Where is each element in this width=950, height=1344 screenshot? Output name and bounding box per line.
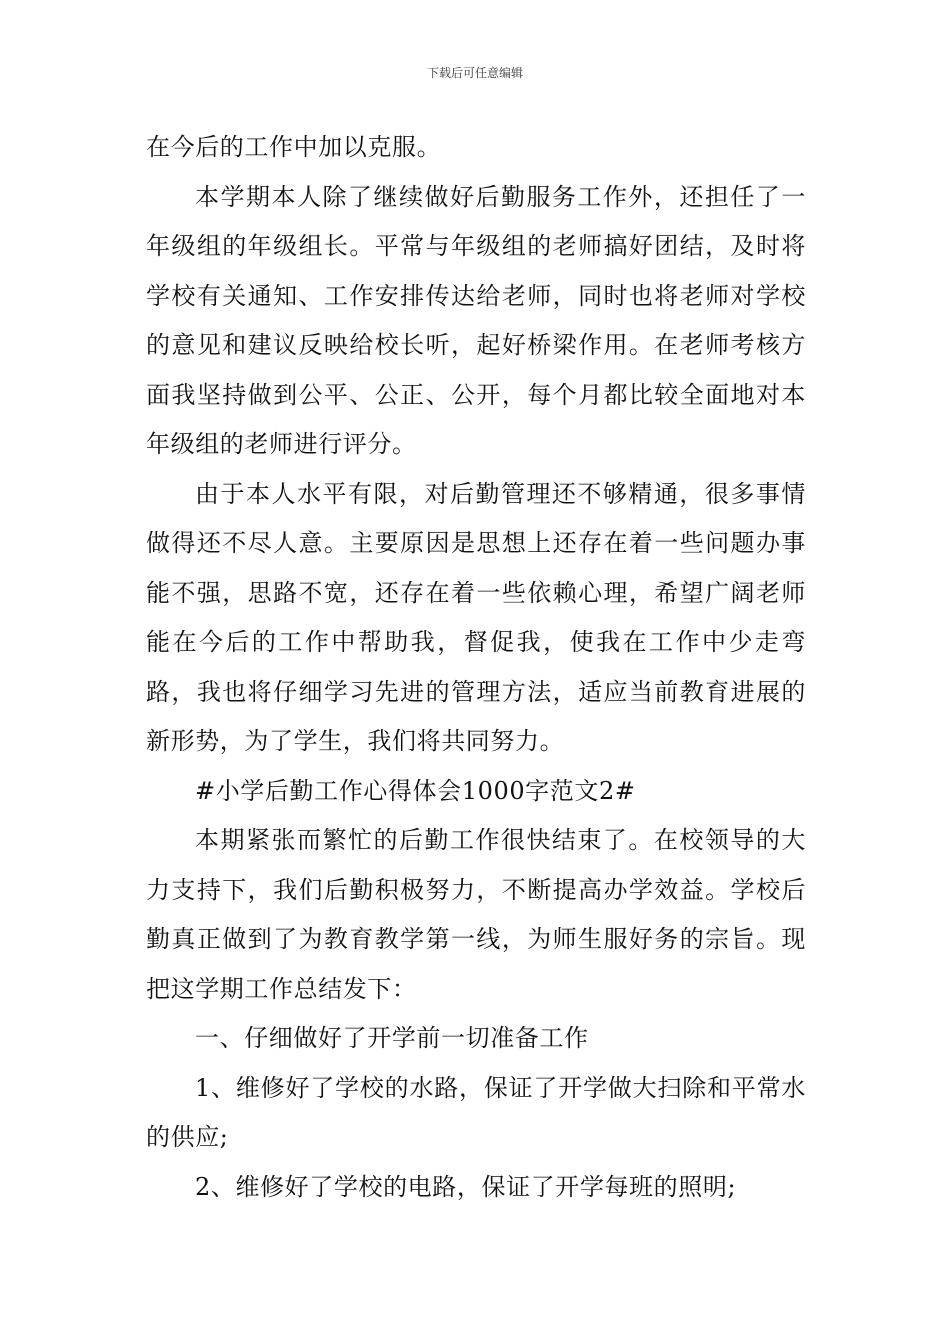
list-item-water: 1、维修好了学校的水路，保证了开学做大扫除和平常水的供应; xyxy=(146,1073,806,1151)
section-heading-sample-2: #小学后勤工作心得体会1000字范文2# xyxy=(195,776,636,805)
list-item-electric: 2、维修好了学校的电路，保证了开学每班的照明; xyxy=(195,1172,737,1201)
paragraph-continuation: 在今后的工作中加以克服。 xyxy=(146,133,442,161)
document-body xyxy=(146,123,806,1212)
paragraph-grade-leader: 本学期本人除了继续做好后勤服务工作外，还担任了一年级组的年级组长。平常与年级组的老师搞好团结，及时将学校有关通知、工作安排传达给老师，同时也将老师对学校的意见和建议反映给校长听，起好桥梁作用。在老师考核方面我坚持做到公平、公正、公开，每个月都比较全面地对本年级组的老师进行评分。 xyxy=(146,182,806,458)
paragraph-intro-summary: 本期紧张而繁忙的后勤工作很快结束了。在校领导的大力支持下，我们后勤积极努力，不断提高办学效益。学校后勤真正做到了为教育教学第一线，为师生服好务的宗旨。现把这学期工作总结发下： xyxy=(146,826,806,1003)
paragraph-self-assessment: 由于本人水平有限，对后勤管理还不够精通，很多事情做得还不尽人意。主要原因是思想上还存在着一些问题办事能不强，思路不宽，还存在着一些依赖心理，希望广阔老师能在今后的工作中帮助我，督促我，使我在工作中少走弯路，我也将仔细学习先进的管理方法，适应当前教育进展的新形势，为了学生，我们将共同努力。 xyxy=(146,479,806,755)
page-header-note: 下载后可任意编辑 xyxy=(426,66,523,80)
subheading-preparation: 一、仔细做好了开学前一切准备工作 xyxy=(195,1024,589,1052)
